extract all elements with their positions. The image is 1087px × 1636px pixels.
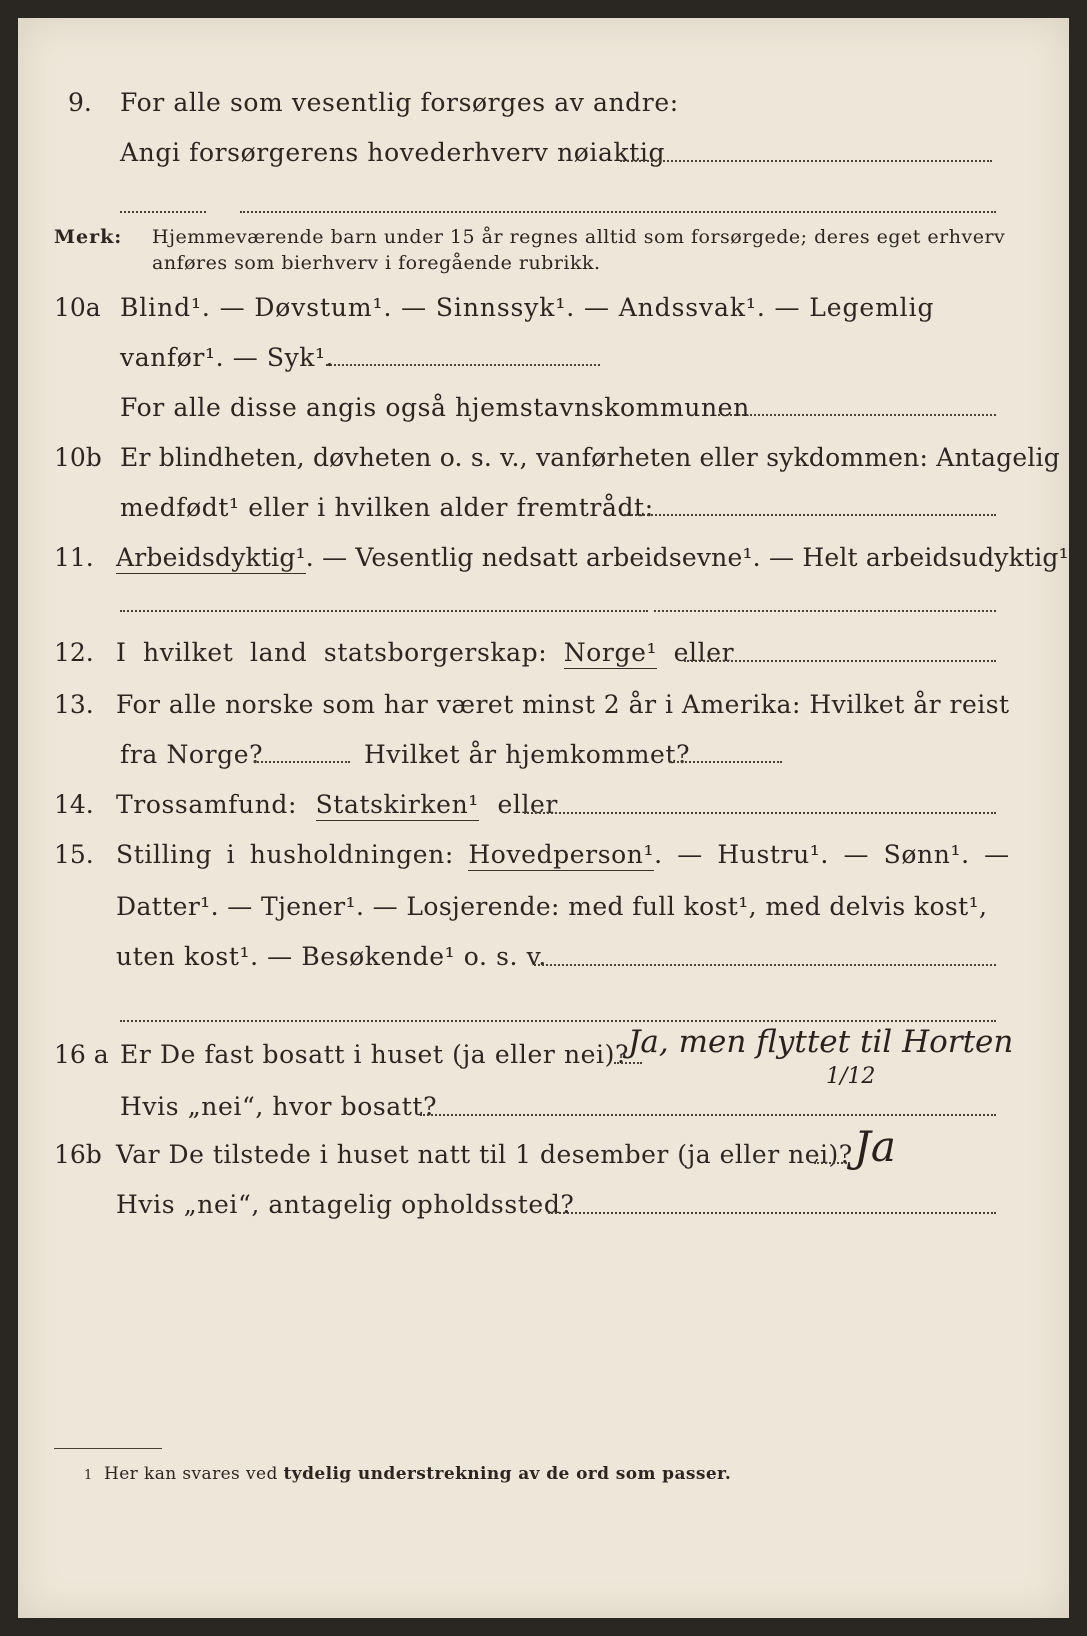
q15-answer-line bbox=[534, 964, 996, 966]
item-number-9: 9. bbox=[68, 88, 92, 117]
q10a-line2: vanfør¹. — Syk¹. bbox=[120, 343, 335, 372]
q9-line2: Angi forsørgerens hovederhverv nøiaktig bbox=[120, 138, 666, 167]
merk-label: Merk: bbox=[54, 226, 123, 248]
item-number-13: 13. bbox=[54, 690, 94, 719]
q12-line bbox=[116, 638, 734, 667]
merk-line1: Hjemmeværende barn under 15 år regnes alltid som forsørgede; deres eget erhverv bbox=[152, 226, 1006, 248]
q15-line3: uten kost¹. — Besøkende¹ o. s. v. bbox=[116, 942, 547, 971]
q11-rest: . — Vesentlig nedsatt arbeidsevne¹. — Helt arbeidsudyktig¹. bbox=[305, 543, 1077, 572]
item-number-14: 14. bbox=[54, 790, 94, 819]
q10b-line1: Er blindheten, døvheten o. s. v., vanførheten eller sykdommen: Antagelig bbox=[120, 443, 1060, 472]
q16b-line1: Var De tilstede i huset natt til 1 desember (ja eller nei)? bbox=[116, 1140, 853, 1169]
census-form-page bbox=[18, 18, 1077, 1618]
q14-line bbox=[116, 790, 558, 819]
item-number-16a: 16 a bbox=[54, 1040, 109, 1069]
q13-line1: For alle norske som har været minst 2 år i Amerika: Hvilket år reist bbox=[116, 690, 1010, 719]
item-number-11: 11. bbox=[54, 543, 94, 572]
q15-line1 bbox=[116, 840, 1010, 869]
q13-answer-line-1 bbox=[254, 761, 350, 763]
q10a-line1: Blind¹. — Døvstum¹. — Sinnssyk¹. — Andssvak¹. — Legemlig bbox=[120, 293, 935, 322]
q16a-line1: Er De fast bosatt i huset (ja eller nei)? bbox=[120, 1040, 629, 1069]
item-number-10a: 10a bbox=[54, 293, 101, 322]
q15-answer-line-2 bbox=[120, 1020, 996, 1022]
q12-pre: I hvilket land statsborgerskap: bbox=[116, 638, 548, 667]
q14-option-statskirken: Statskirken¹ bbox=[315, 790, 479, 819]
footnote-rule bbox=[54, 1448, 162, 1449]
q10a-line3: For alle disse angis også hjemstavnskommunen bbox=[120, 393, 750, 422]
footnote-text: Her kan svares ved bbox=[104, 1464, 278, 1484]
footnote-mark: 1 bbox=[84, 1468, 93, 1483]
q14-pre: Trossamfund: bbox=[116, 790, 298, 819]
q16a-line2: Hvis „nei“, hvor bosatt? bbox=[120, 1092, 438, 1121]
item-number-16b: 16b bbox=[54, 1140, 102, 1169]
q13-line2b: Hvilket år hjemkommet? bbox=[364, 740, 691, 769]
item-number-12: 12. bbox=[54, 638, 94, 667]
q16a-answer-line-2 bbox=[420, 1114, 996, 1116]
q12-post: eller bbox=[673, 638, 735, 667]
q11-option-arbeidsdyktig: Arbeidsdyktig¹ bbox=[116, 543, 306, 572]
q12-answer-line bbox=[684, 660, 996, 662]
q9-answer-line-2b bbox=[240, 211, 996, 213]
footnote-bold-text: tydelig understrekning av de ord som passer. bbox=[283, 1464, 732, 1484]
q10b-answer-line bbox=[624, 514, 996, 516]
q13-line2a: fra Norge? bbox=[120, 740, 264, 769]
q16b-answer-line bbox=[814, 1162, 850, 1164]
q13-answer-line-2 bbox=[670, 761, 782, 763]
q15-pre: Stilling i husholdningen: bbox=[116, 840, 454, 869]
q16b-handwritten-answer: Ja bbox=[854, 1122, 896, 1171]
q16a-answer-line bbox=[614, 1062, 642, 1064]
q10a-answer-line-2 bbox=[718, 414, 996, 416]
q9-answer-line bbox=[620, 160, 992, 162]
q14-post: eller bbox=[497, 790, 558, 819]
q9-answer-line-2a bbox=[120, 211, 206, 213]
q16a-handwritten-date: 1/12 bbox=[826, 1064, 876, 1089]
q15-line1-rest: . — Hustru¹. — Sønn¹. — bbox=[654, 840, 1010, 869]
q9-line1: For alle som vesentlig forsørges av andre: bbox=[120, 88, 679, 117]
q16b-answer-line-2 bbox=[548, 1212, 996, 1214]
q11-answer-line-a bbox=[120, 610, 648, 612]
footnote bbox=[104, 1464, 731, 1484]
q15-option-hovedperson: Hovedperson¹ bbox=[468, 840, 655, 869]
q15-line2: Datter¹. — Tjener¹. — Losjerende: med full kost¹, med delvis kost¹, bbox=[116, 892, 988, 921]
q16a-handwritten-answer: Ja, men flyttet til Horten bbox=[628, 1024, 1014, 1060]
q12-option-norge: Norge¹ bbox=[563, 638, 658, 667]
q11-answer-line-b bbox=[654, 610, 996, 612]
q11-line bbox=[116, 543, 1077, 572]
merk-line2: anføres som bierhverv i foregående rubrikk. bbox=[152, 252, 601, 274]
q10b-line2: medfødt¹ eller i hvilken alder fremtrådt: bbox=[120, 493, 654, 522]
item-number-15: 15. bbox=[54, 840, 94, 869]
q14-answer-line bbox=[524, 812, 996, 814]
q10a-answer-line-1 bbox=[326, 364, 600, 366]
item-number-10b: 10b bbox=[54, 443, 102, 472]
q16b-line2: Hvis „nei“, antagelig opholdssted? bbox=[116, 1190, 575, 1219]
